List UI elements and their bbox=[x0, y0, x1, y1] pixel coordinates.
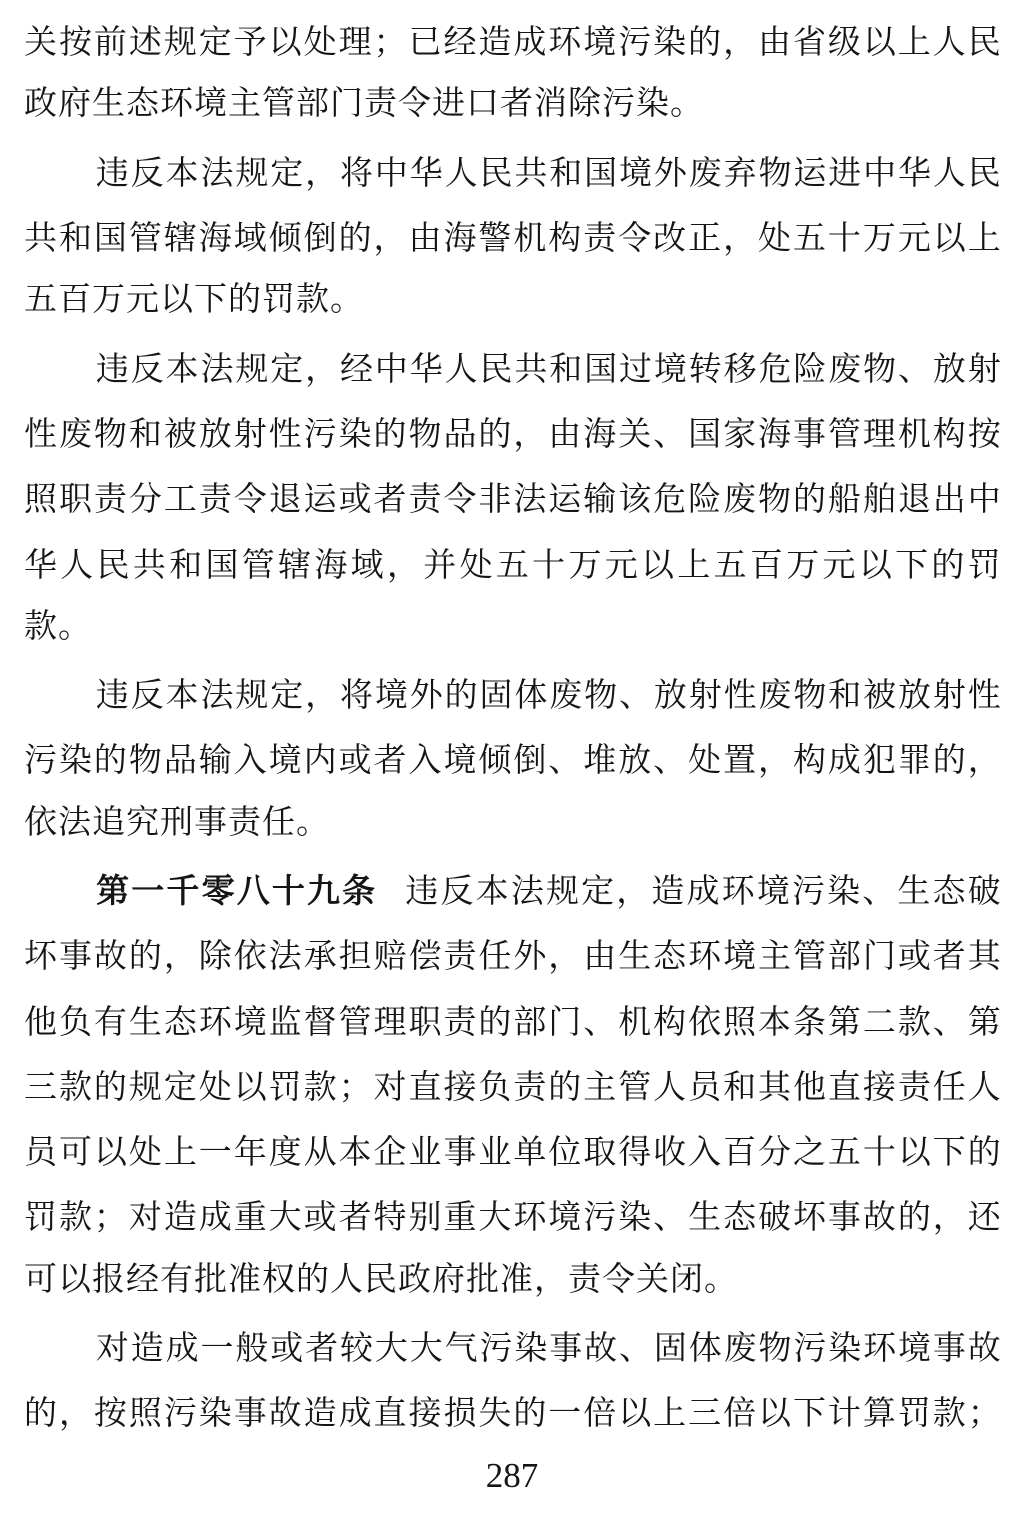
document-body bbox=[24, 7, 1001, 1444]
text-line: 的 ， 按 照 污 染 事 故 造 成 直 接 损 失 的 一 倍 以 上 三 倍 以 下 计 算 罚 款 ； bbox=[24, 1396, 1001, 1433]
text-line: 违 反 本 法 规 定 ， 将 境 外 的 固 体 废 物 、 放 射 性 废 物 和 被 放 射 性 bbox=[95, 678, 1001, 715]
text-line: 第 一 千 零 八 十 九 条 违 反 本 法 规 定 ， 造 成 环 境 污 染 、 生 态 破 bbox=[96, 874, 1001, 910]
text-line: 政府生态环境主管部门责令进口者消除污染。 bbox=[24, 86, 704, 123]
text-line: 照 职 责 分 工 责 令 退 运 或 者 责 令 非 法 运 输 该 危 险 废 物 的 船 舶 退 出 中 bbox=[24, 482, 1001, 519]
page-number: 287 bbox=[485, 1456, 539, 1495]
text-line: 罚 款 ； 对 造 成 重 大 或 者 特 别 重 大 环 境 污 染 、 生 态 破 坏 事 故 的 ， 还 bbox=[24, 1200, 1001, 1237]
text-line: 关 按 前 述 规 定 予 以 处 理 ； 已 经 造 成 环 境 污 染 的 ， 由 省 级 以 上 人 民 bbox=[24, 25, 1001, 62]
text-line: 可以报经有批准权的人民政府批准，责令关闭。 bbox=[24, 1261, 738, 1298]
text-line: 对 造 成 一 般 或 者 较 大 大 气 污 染 事 故 、 固 体 废 物 污 染 环 境 事 故 bbox=[95, 1331, 1001, 1368]
text-line: 共 和 国 管 辖 海 域 倾 倒 的 ， 由 海 警 机 构 责 令 改 正 ， 处 五 十 万 元 以 上 bbox=[24, 221, 1001, 258]
text-line: 污 染 的 物 品 输 入 境 内 或 者 入 境 倾 倒 、 堆 放 、 处 置 ， 构 成 犯 罪 的 ， bbox=[24, 743, 1001, 780]
text-line: 华 人 民 共 和 国 管 辖 海 域 ， 并 处 五 十 万 元 以 上 五 百 万 元 以 下 的 罚 bbox=[24, 547, 1001, 584]
text-line: 三 款 的 规 定 处 以 罚 款 ； 对 直 接 负 责 的 主 管 人 员 和 其 他 直 接 责 任 人 bbox=[24, 1069, 1001, 1106]
text-line: 款。 bbox=[24, 608, 92, 645]
text-line: 他 负 有 生 态 环 境 监 督 管 理 职 责 的 部 门 、 机 构 依 照 本 条 第 二 款 、 第 bbox=[24, 1004, 1001, 1041]
text-line: 依法追究刑事责任。 bbox=[24, 804, 330, 841]
text-line: 性 废 物 和 被 放 射 性 污 染 的 物 品 的 ， 由 海 关 、 国 家 海 事 管 理 机 构 按 bbox=[24, 416, 1001, 453]
text-line: 坏 事 故 的 ， 除 依 法 承 担 赔 偿 责 任 外 ， 由 生 态 环 境 主 管 部 门 或 者 其 bbox=[24, 939, 1001, 976]
text-line: 违 反 本 法 规 定 ， 将 中 华 人 民 共 和 国 境 外 废 弃 物 运 进 中 华 人 民 bbox=[95, 155, 1001, 192]
text-line: 违 反 本 法 规 定 ， 经 中 华 人 民 共 和 国 过 境 转 移 危 险 废 物 、 放 射 bbox=[95, 351, 1001, 388]
text-line: 五百万元以下的罚款。 bbox=[24, 282, 364, 319]
text-line: 员 可 以 处 上 一 年 度 从 本 企 业 事 业 单 位 取 得 收 入 百 分 之 五 十 以 下 的 bbox=[24, 1135, 1001, 1172]
